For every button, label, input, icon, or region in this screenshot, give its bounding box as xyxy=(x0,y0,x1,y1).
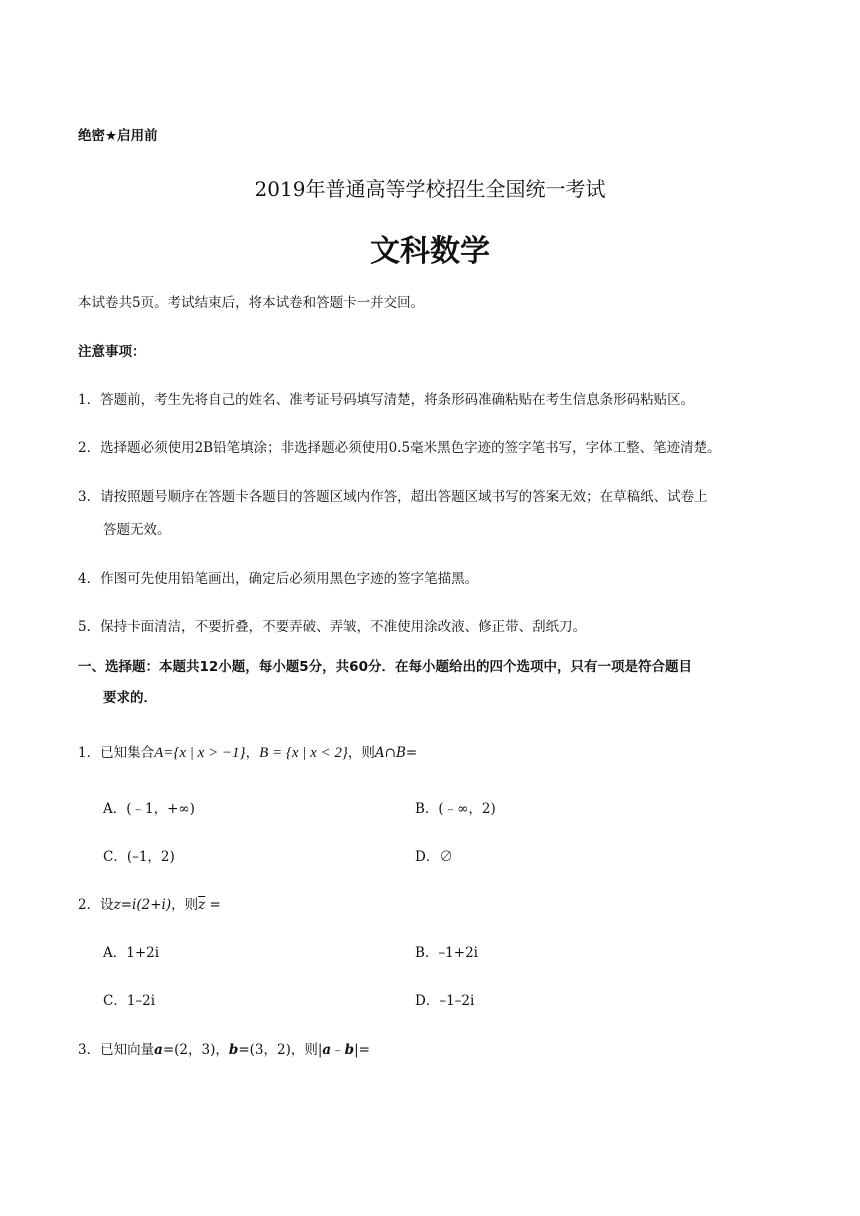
vector-a-value: =(2，3)， xyxy=(162,1042,229,1058)
question-1-sep: ， xyxy=(245,745,260,761)
q2-option-c: C．1–2i xyxy=(103,993,156,1009)
question-3-prefix: 3．已知向量 xyxy=(78,1042,155,1058)
set-a: A={x | x > −1} xyxy=(154,745,246,761)
notice-item-4: 4．作图可先使用铅笔画出，确定后必须用黑色字迹的签字笔描黑。 xyxy=(78,571,479,587)
q2-option-b: B．–1+2i xyxy=(415,945,478,961)
q1-option-c: C．(–1，2) xyxy=(103,849,175,865)
question-2-prefix: 2．设 xyxy=(78,897,114,913)
exam-title: 2019年普通高等学校招生全国统一考试 xyxy=(254,177,606,201)
intersection-expr: A∩B= xyxy=(374,745,418,761)
vector-b-ref: b xyxy=(344,1042,355,1058)
q1-option-a: A．(﹣1，+∞) xyxy=(103,801,195,817)
notice-item-3-cont: 答题无效。 xyxy=(103,522,171,538)
vector-a: a xyxy=(154,1042,163,1058)
subject-title: 文科数学 xyxy=(370,234,490,269)
minus-sign: ﹣ xyxy=(331,1042,345,1058)
question-2-then: ，则 xyxy=(171,897,199,913)
section-heading-cont: 要求的． xyxy=(103,690,157,706)
z-conjugate: $\overline{z}$ xyxy=(198,897,206,913)
q2-option-d: D．–1–2i xyxy=(415,993,475,1009)
q1-option-d: D．∅ xyxy=(415,849,453,865)
notice-item-2: 2．选择题必须使用2B铅笔填涂；非选择题必须使用0.5毫米黑色字迹的签字笔书写，字体工整、笔迹清楚。 xyxy=(78,440,721,456)
question-1 xyxy=(78,741,417,762)
set-b: B = {x | x < 2} xyxy=(259,745,348,761)
question-2-eq: = xyxy=(205,897,221,913)
question-1-prefix: 1．已知集合 xyxy=(78,745,155,761)
q2-option-a: A．1+2i xyxy=(103,945,160,961)
notice-item-5: 5．保持卡面清洁，不要折叠，不要弄破、弄皱，不准使用涂改液、修正带、刮纸刀。 xyxy=(78,619,587,635)
q1-option-b: B．(﹣∞，2) xyxy=(415,801,496,817)
question-3 xyxy=(78,1038,370,1058)
vector-b: b xyxy=(228,1042,239,1058)
section-heading: 一、选择题：本题共12小题，每小题5分，共60分．在每小题给出的四个选项中，只有一项是符合题目 xyxy=(78,659,692,675)
question-2 xyxy=(78,893,221,913)
z-definition: z=i(2+i) xyxy=(113,897,172,913)
notice-heading: 注意事项： xyxy=(78,344,146,360)
notice-item-1: 1．答题前，考生先将自己的姓名、准考证号码填写清楚，将条形码准确粘贴在考生信息条形码粘贴区。 xyxy=(78,392,695,408)
vector-b-value: =(3，2)，则| xyxy=(238,1042,323,1058)
question-3-tail: |= xyxy=(354,1042,370,1058)
secret-mark: 绝密★启用前 xyxy=(78,128,158,144)
question-1-then: ，则 xyxy=(347,745,375,761)
intro-text: 本试卷共5页。考试结束后，将本试卷和答题卡一并交回。 xyxy=(78,295,425,311)
notice-item-3: 3．请按照题号顺序在答题卡各题目的答题区域内作答，超出答题区域书写的答案无效；在草稿纸、试卷上 xyxy=(78,489,708,505)
vector-a-ref: a xyxy=(322,1042,332,1058)
